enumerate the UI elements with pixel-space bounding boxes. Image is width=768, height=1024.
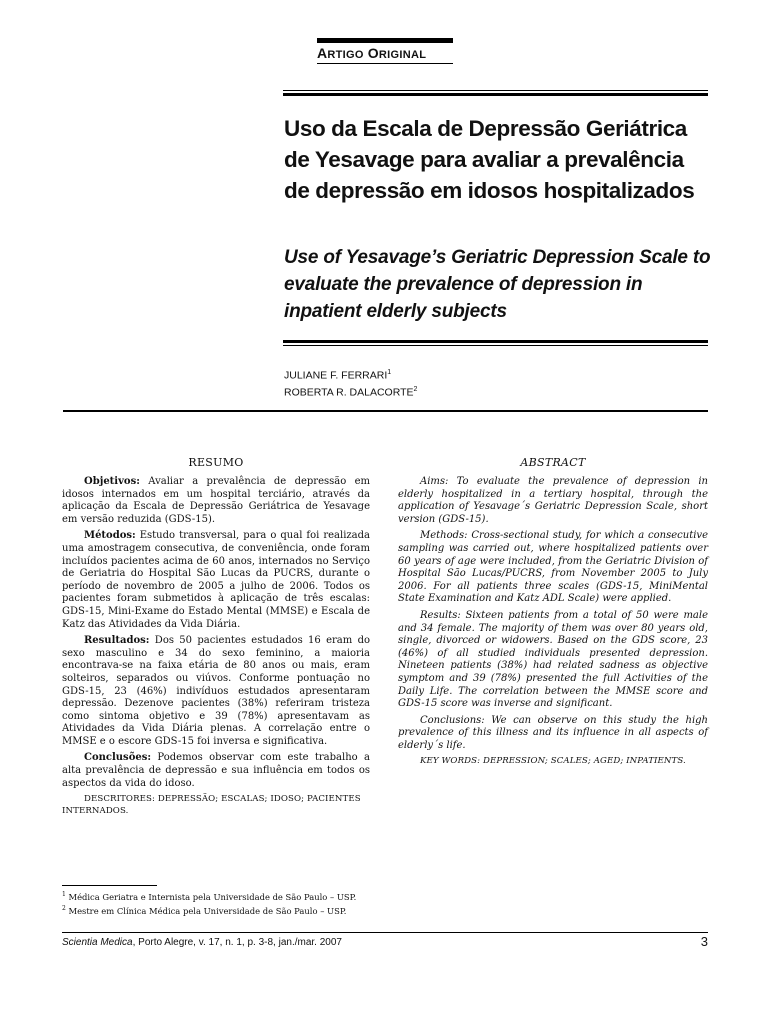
footnotes bbox=[62, 889, 422, 917]
resumo-heading: RESUMO bbox=[188, 456, 244, 469]
abstract-paragraph-conclusions: Conclusions: We can observe on this study the high prevalence of this illness and its influence in all aspects of elderly´s life. bbox=[398, 714, 708, 751]
paragraph-text: Avaliar a prevalência de depressão em idosos internados em um hospital terciário, através da aplicação da Escala de Depressão Geriátrica de Yesavage em versão reduzida (GDS-15). bbox=[62, 476, 370, 525]
abstract-paragraph-results: Results: Sixteen patients from a total of 50 were male and 34 female. The majority of them was over 80 years old, single, divorced or widowers. Based on the GDS score, 23 (46%) of all studied individuals presented depression. Nineteen patients (38%) had related sadness as objective symptom and 39 (78%) presented the full Activities of the Daily Life. The correlation between the MMSE score and GDS-15 score was inverse and significant. bbox=[398, 609, 708, 710]
page-number: 3 bbox=[700, 934, 708, 949]
author-affiliation-mark: 2 bbox=[413, 385, 418, 393]
author-name: ROBERTA R. DALACORTE bbox=[284, 386, 414, 398]
paragraph-text: Estudo transversal, para o qual foi realizada uma amostragem consecutiva, de conveniência, onde foram incluídos pacientes acima de 60 anos, internados no Serviço de Geriatria do Hospital São Lucas da PUCRS, durante o período de novembro de 2005 a julho de 2006. Todos os pacientes foram submetidos à aplicação de três escalas: GDS-15, Mini-Exame do Estado Mental (MMSE) e Escala de Katz das Atividades da Vida Diária. bbox=[62, 530, 370, 630]
title-top-rule bbox=[283, 90, 708, 91]
footnote bbox=[62, 903, 422, 917]
author-affiliation-mark: 1 bbox=[387, 369, 392, 376]
resumo-column bbox=[62, 476, 370, 817]
section-label-bar bbox=[317, 38, 453, 43]
journal-citation bbox=[62, 937, 342, 948]
paragraph-label: Resultados: bbox=[84, 635, 150, 647]
section-label-rest-2: RIGINAL bbox=[378, 49, 427, 61]
article-title-english: Use of Yesavage’s Geriatric Depression Scale to evaluate the prevalence of depression in inpatient elderly subjects bbox=[284, 247, 711, 322]
footnote-text: Mestre em Clínica Médica pela Universidade de São Paulo – USP. bbox=[65, 905, 347, 916]
section-label-rest-1: RTIGO bbox=[327, 49, 364, 61]
abstract-paragraph-aims: Aims: To evaluate the prevalence of depression in elderly hospitalized in a tertiary hospital, through the application of Yesavage´s Geriatric Depression Scale, short version (GDS-15). bbox=[398, 476, 708, 525]
resumo-paragraph-conclusions bbox=[62, 752, 370, 790]
footnote-rule bbox=[62, 885, 157, 886]
section-label bbox=[317, 45, 426, 61]
footnote-text: Médica Geriatra e Internista pela Universidade de São Paulo – USP. bbox=[65, 891, 357, 902]
paragraph-label: Conclusões: bbox=[84, 752, 152, 764]
header-divider bbox=[63, 410, 708, 412]
section-label-initial-2: O bbox=[367, 45, 379, 61]
footnote-mark: 1 bbox=[62, 891, 66, 898]
author bbox=[284, 383, 417, 400]
footnote bbox=[62, 889, 422, 903]
paragraph-label: Objetivos: bbox=[84, 476, 140, 487]
title-bottom-rule bbox=[283, 345, 708, 346]
author bbox=[284, 366, 417, 383]
abstract-column bbox=[398, 476, 708, 768]
title-bottom-rule-thick bbox=[283, 340, 708, 343]
paragraph-text: Dos 50 pacientes estudados 16 eram do sexo masculino e 34 do sexo feminino, a maioria encontrava-se na faixa etária de 80 anos ou mais, eram solteiros, separados ou viúvos. Conforme pontuação no GDS-15, 23 (46%) indivíduos estudados apresentaram depressão. Dezenove pacientes (38%) referiram tristeza como sintoma objetivo e 39 (78%) apresentavam as Atividades da Vida Diária plenas. A correlação entre o MMSE e o escore GDS-15 foi inversa e significativa. bbox=[62, 635, 370, 747]
resumo-keywords: DESCRITORES: DEPRESSÃO; ESCALAS; IDOSO; PACIENTES INTERNADOS. bbox=[62, 794, 361, 816]
section-label-underline bbox=[317, 63, 453, 64]
paragraph-label: Métodos: bbox=[84, 530, 136, 542]
abstract-keywords: KEY WORDS: DEPRESSION; SCALES; AGED; INPATIENTS. bbox=[420, 756, 686, 767]
section-label-initial-1: A bbox=[317, 45, 328, 61]
journal-name: Scientia Medica bbox=[62, 937, 133, 948]
abstract-paragraph-methods: Methods: Cross-sectional study, for which a consecutive sampling was carried out, where hospitalized patients over 60 years of age were included, from the Geriatric Division of Hospital São Lucas/PUCRS, from November 2005 to July 2006. For all patients three scales (GDS-15, MiniMental State Examination and Katz ADL Scale) were applied. bbox=[398, 530, 708, 605]
footer-rule bbox=[62, 932, 708, 933]
abstract-heading: ABSTRACT bbox=[520, 456, 586, 469]
author-name: JULIANE F. FERRARI bbox=[284, 369, 388, 382]
paragraph-text: Podemos observar com este trabalho a alta prevalência de depressão e sua influência em todos os aspectos da vida do idoso. bbox=[62, 752, 370, 789]
citation-details: , Porto Alegre, v. 17, n. 1, p. 3-8, jan./mar. 2007 bbox=[132, 937, 342, 948]
footnote-mark: 2 bbox=[62, 904, 66, 912]
title-top-rule-thick bbox=[283, 93, 708, 96]
resumo-paragraph-results bbox=[62, 635, 370, 748]
article-title-portuguese: Uso da Escala de Depressão Geriátrica de Yesavage para avaliar a prevalência de depressão em idosos hospitalizados bbox=[284, 116, 695, 203]
resumo-paragraph-methods bbox=[62, 530, 370, 631]
resumo-paragraph-aims bbox=[62, 476, 370, 526]
author-list bbox=[284, 366, 417, 399]
